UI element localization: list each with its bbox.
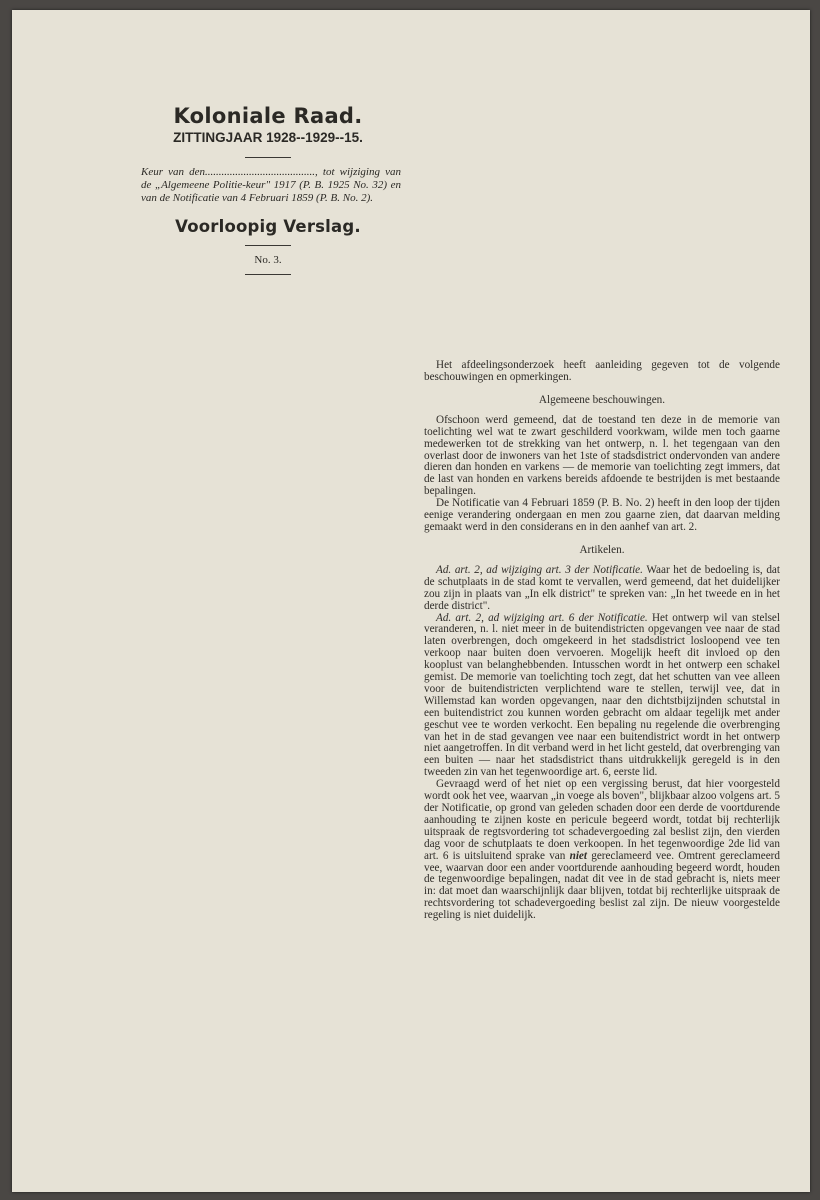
article-text: Waar het de bedoeling is, dat de schutplaats in de stad komt te vervallen, werd gemeend, dat het duidelijker zou zijn in plaats van „In elk district" te spreken van: „In het tweede en in het derde district". [424,563,780,612]
final-paragraph [424,779,780,922]
general-heading: Algemeene beschouwingen. [538,393,666,406]
emphasis-word: niet [569,849,587,862]
document-number: No. 3. [254,254,282,267]
session-year: ZITTINGJAAR 1928--1929--15. [173,130,363,145]
final-text-part-1: Gevraagd werd of het niet op een vergissing berust, dat hier voorgesteld wordt ook het vee, waarvan „in voege als boven", blijkbaar alzoo volgens art. 5 der Notificatie, op grond van geleden schaden door een derde de voortdurende aanhouding te zijnen koste en pericule begeerd wordt, totdat bij rechterlijk uitspraak de regtsvordering tot schadevergoeding zal beslist zijn, den vierden dag voor de schutplaats te doen verkoopen. In het tegenwoordige 2de lid van art. 6 is uitsluitend sprake van [424,778,780,862]
general-paragraph-1: Ofschoon werd gemeend, dat de toestand ten deze in de memorie van toelichting wel wat te zwart geschilderd voorkwam, wilde men toch gaarne medewerken tot de strekking van het ontwerp, n. l. het tegengaan van den overlast door de inwoners van het 1ste of stadsdistrict ondervonden van andere dieren dan honden en varkens — de memorie van toelichting zegt immers, dat de last van honden en varkens bereids afdoende te bestrijden is met bestaande bepalingen. [424,413,780,498]
document-page [12,10,810,1192]
article-paragraph-art6 [424,613,780,780]
divider [245,157,291,158]
final-text-part-2: gereclameerd vee. Omtrent gereclameerd vee, waarvan door een ander voortdurende aanhouding begeerd wordt, houden de tegenwoordige bepalingen, nadat dit vee in de stad gebracht is, niets meer in: dat moet dan waarschijnlijk daar blijven, totdat bij rechterlijke uitspraak de rechtsvordering tot schadevergoeding beslist zal zijn. De nieuw voorgestelde regeling is niet duidelijk. [424,849,780,922]
article-reference: Ad. art. 2, ad wijziging art. 3 der Notificatie. [436,563,643,576]
general-paragraph-2: De Notificatie van 4 Februari 1859 (P. B. No. 2) heeft in den loop der tijden eenige verandering ondergaan en men zou gaarne zien, dat daarvan melding gemaakt werd in den considerans en in den aanhef van art. 2. [424,497,780,533]
report-title: Voorloopig Verslag. [175,217,361,237]
subject-description: Keur van den........................................, tot wijziging van de „Algemeene Politie-keur" 1917 (P. B. 1925 No. 32) en van de Notificatie van 4 Februari 1859 (P. B. No. 2). [141,166,401,204]
intro-paragraph: Het afdeelingsonderzoek heeft aanleiding gegeven tot de volgende beschouwingen en opmerkingen. [424,359,780,383]
report-body [424,360,780,922]
council-title: Koloniale Raad. [173,104,363,128]
articles-heading: Artikelen. [579,543,625,556]
article-paragraph-art3 [424,565,780,613]
divider [245,245,291,246]
article-text: Het ontwerp wil van stelsel veranderen, n. l. niet meer in de buitendistricten opgevangen vee naar de stad laten overbrengen, doch omgekeerd in het stadsdistrict losloopend vee ten verkoop naar buiten doen vervoeren. Mogelijk heeft dit invloed op den kooplust van belanghebbenden. Intusschen wordt in het ontwerp een schakel gemist. De memorie van toelichting toch zegt, dat het schutten van vee alleen voor de buitendistricten verplichtend ware te stellen, terwijl vee, dat in Willemstad kan worden opgevangen, naar den dichtstbijzijnden schutstal in een buitendistrict zou kunnen worden gebracht om aldaar tegelijk met ander geschut vee te worden verkocht. Een bepaling nu regelende die overbrenging van het in de stad gevangen vee naar een buitendistrict wordt in het ontwerp niet aangetroffen. In dit verband werd in het licht gesteld, dat overbrenging van een buiten — naar het stadsdistrict thans uitdrukkelijk geregeld is in den tweeden zin van het tegenwoordige art. 6, eerste lid. [424,611,780,779]
article-reference: Ad. art. 2, ad wijziging art. 6 der Notificatie. [436,611,648,624]
document-header [132,103,404,275]
divider [245,274,291,275]
